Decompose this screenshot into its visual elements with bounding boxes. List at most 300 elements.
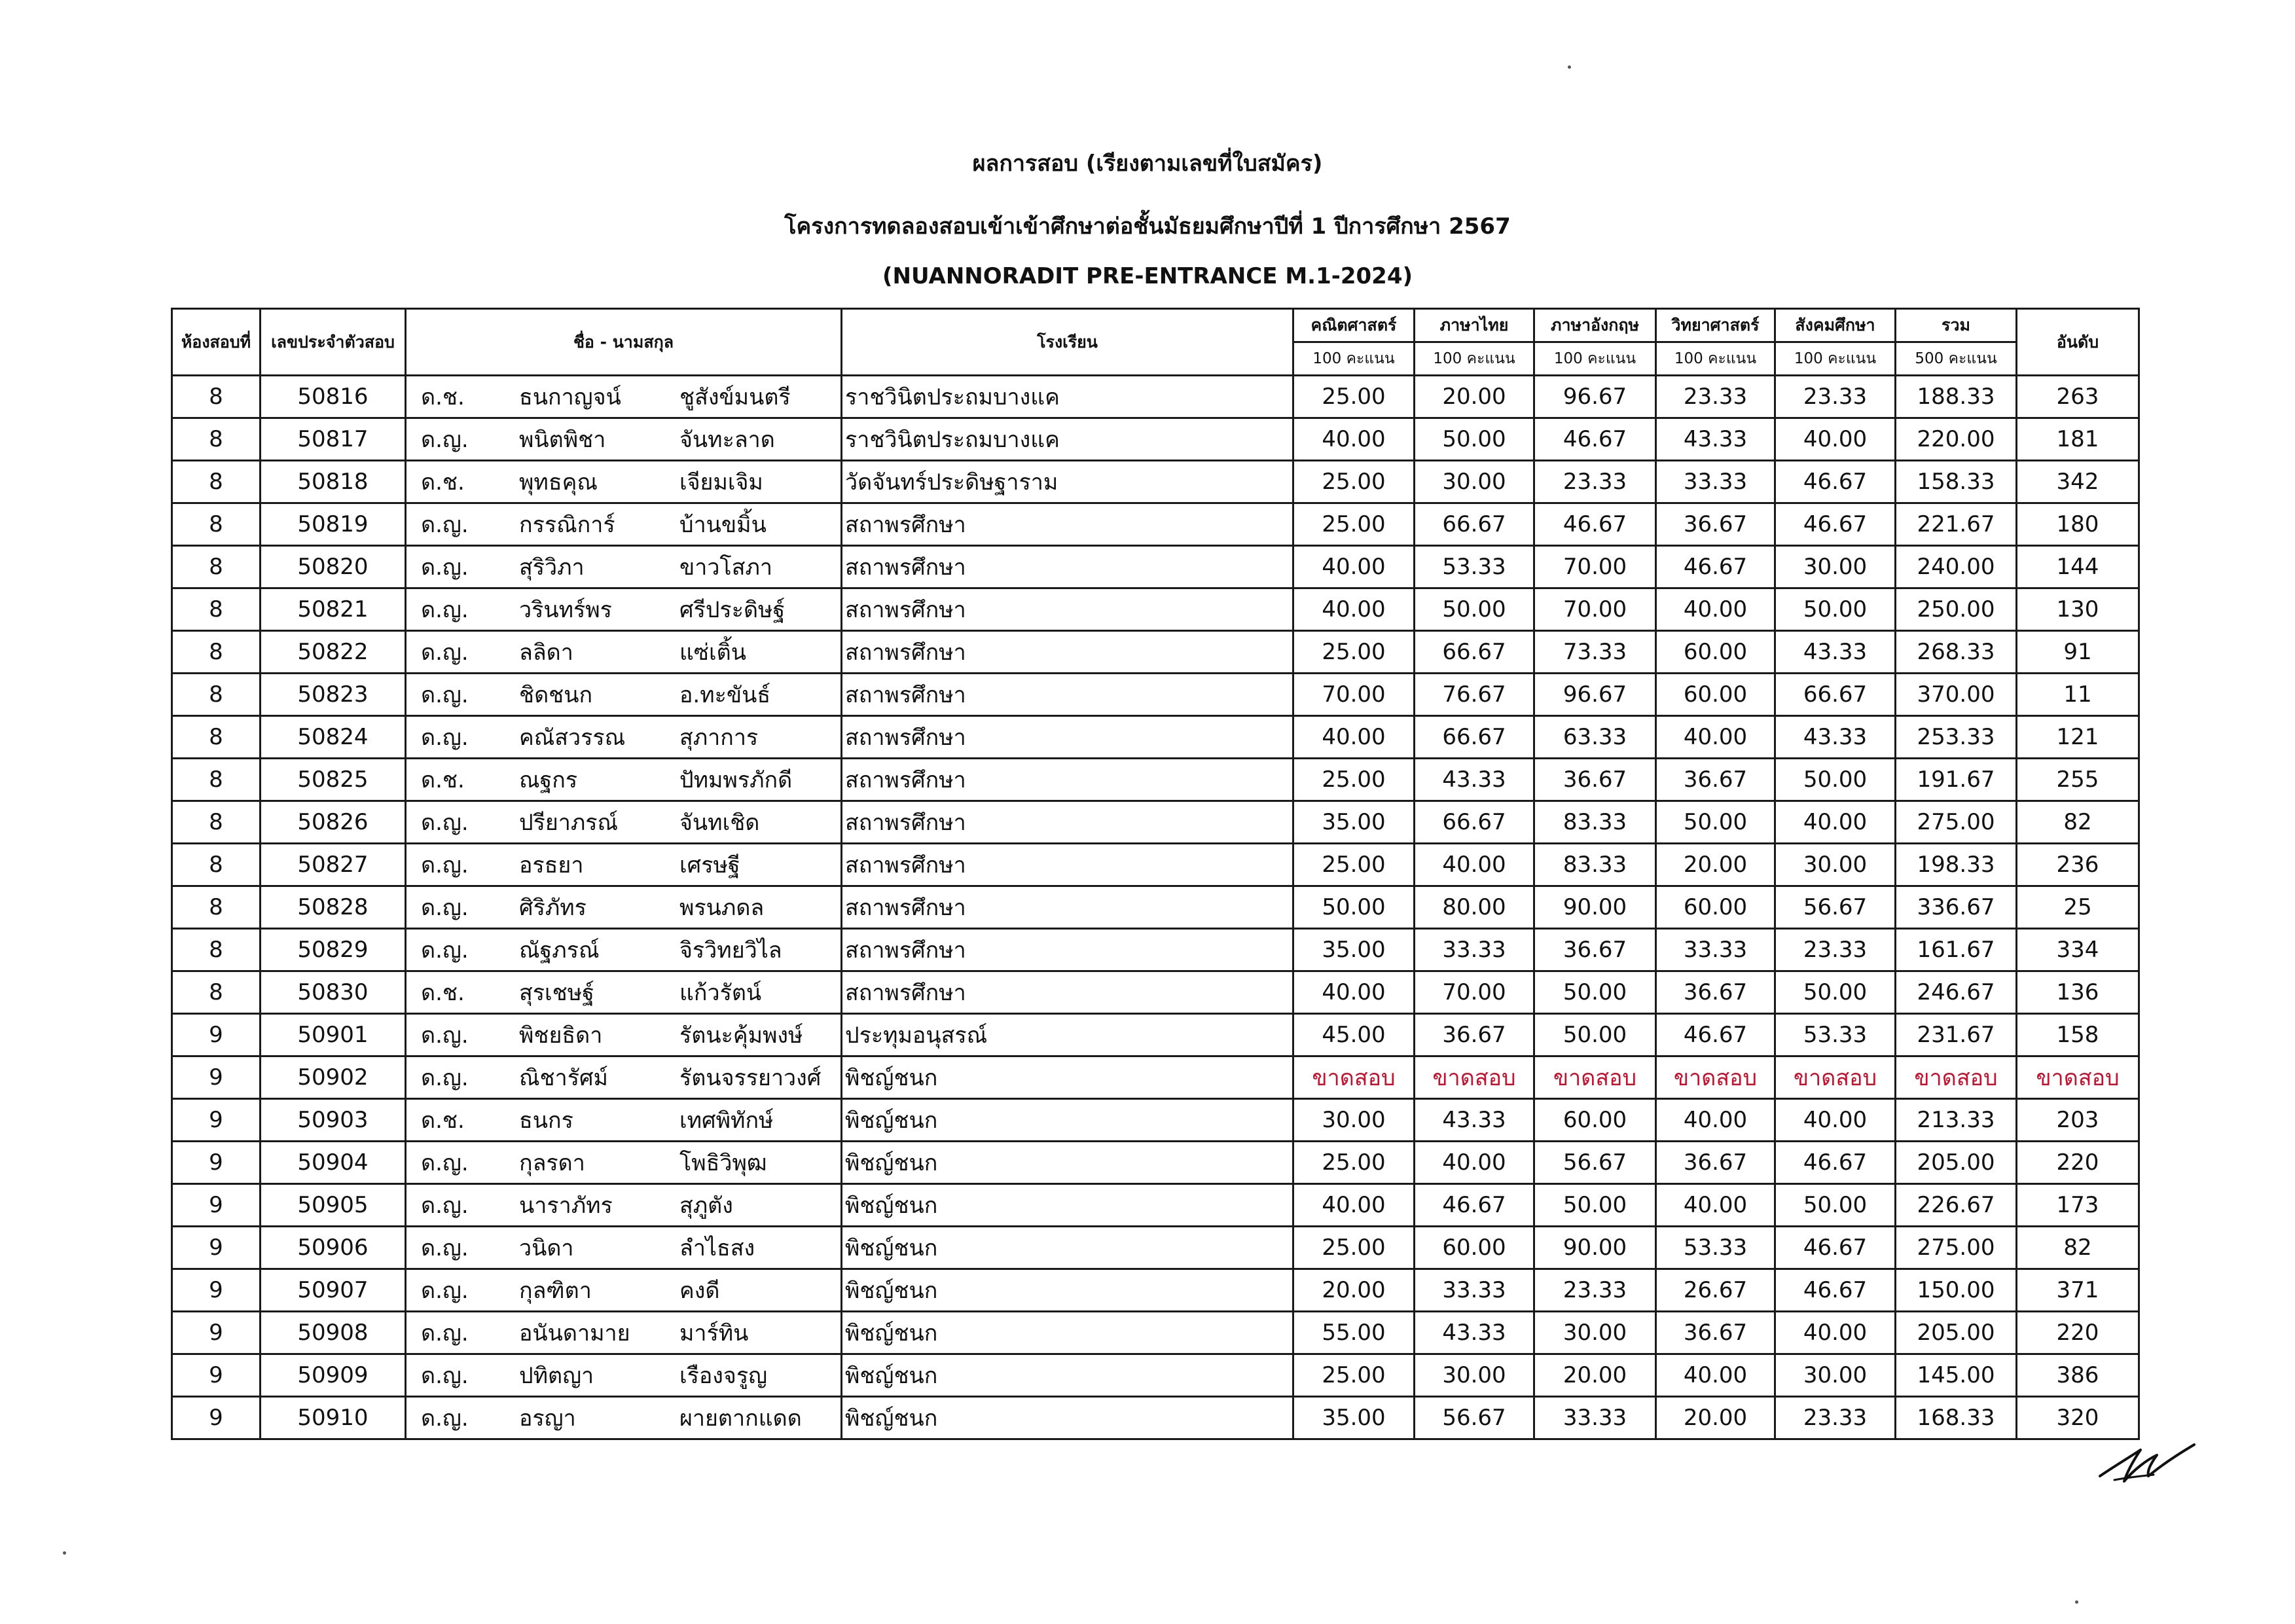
social-score-cell: 30.00 <box>1775 1354 1896 1397</box>
science-score-cell: 36.67 <box>1656 1312 1775 1354</box>
col-header-id: เลขประจำตัวสอบ <box>261 309 406 376</box>
science-score-cell: 26.67 <box>1656 1269 1775 1312</box>
first-name: ณัฐภรณ์ <box>519 937 600 964</box>
exam-id-cell: 50824 <box>261 716 406 759</box>
table-row <box>172 588 2139 631</box>
english-score-cell: 56.67 <box>1534 1142 1656 1184</box>
social-score-cell: 46.67 <box>1775 461 1896 503</box>
room-cell: 9 <box>172 1269 261 1312</box>
table-row <box>172 461 2139 503</box>
thai-score-cell: 43.33 <box>1415 759 1534 801</box>
name-prefix: ด.ช. <box>421 1108 465 1134</box>
rank-cell: 25 <box>2017 886 2139 929</box>
exam-id-cell: 50902 <box>261 1056 406 1099</box>
rank-cell: ขาดสอบ <box>2017 1056 2139 1099</box>
first-name: สุริวิภา <box>519 554 585 581</box>
english-score-cell: 46.67 <box>1534 418 1656 461</box>
exam-id-cell: 50827 <box>261 844 406 886</box>
rank-cell: 130 <box>2017 588 2139 631</box>
table-row <box>172 418 2139 461</box>
school-cell: สถาพรศึกษา <box>842 801 1293 844</box>
english-score-cell: 23.33 <box>1534 1269 1656 1312</box>
school-cell: พิชญ์ชนก <box>842 1142 1293 1184</box>
room-cell: 8 <box>172 886 261 929</box>
total-score-cell: 150.00 <box>1896 1269 2017 1312</box>
student-name-cell <box>406 418 842 461</box>
table-row <box>172 503 2139 546</box>
science-score-cell: 43.33 <box>1656 418 1775 461</box>
name-prefix: ด.ญ. <box>421 682 469 708</box>
science-score-cell: 36.67 <box>1656 971 1775 1014</box>
exam-id-cell: 50910 <box>261 1397 406 1439</box>
thai-score-cell: 30.00 <box>1415 461 1534 503</box>
school-cell: สถาพรศึกษา <box>842 929 1293 971</box>
science-score-cell: 50.00 <box>1656 801 1775 844</box>
first-name: วนิดา <box>519 1235 574 1261</box>
math-score-cell: 20.00 <box>1293 1269 1415 1312</box>
math-score-cell: 25.00 <box>1293 844 1415 886</box>
math-score-cell: 55.00 <box>1293 1312 1415 1354</box>
total-score-cell: 161.67 <box>1896 929 2017 971</box>
school-cell: พิชญ์ชนก <box>842 1099 1293 1142</box>
last-name: คงดี <box>679 1278 720 1304</box>
total-score-cell: 198.33 <box>1896 844 2017 886</box>
rank-cell: 82 <box>2017 1227 2139 1269</box>
math-score-cell: 40.00 <box>1293 418 1415 461</box>
table-row <box>172 546 2139 588</box>
total-score-cell: 205.00 <box>1896 1312 2017 1354</box>
science-score-cell: 20.00 <box>1656 844 1775 886</box>
name-prefix: ด.ญ. <box>421 640 469 666</box>
last-name: มาร์ทิน <box>679 1320 749 1346</box>
school-cell: ราชวินิตประถมบางแค <box>842 418 1293 461</box>
english-score-cell: 83.33 <box>1534 844 1656 886</box>
math-score-cell: 70.00 <box>1293 674 1415 716</box>
document-subtitle: โครงการทดลองสอบเข้าเข้าศึกษาต่อชั้นมัธยมศึกษาปีที่ 1 ปีการศึกษา 2567 <box>784 213 1511 240</box>
social-score-cell: 50.00 <box>1775 588 1896 631</box>
science-score-cell: 36.67 <box>1656 759 1775 801</box>
room-cell: 9 <box>172 1227 261 1269</box>
last-name: ขาวโสภา <box>679 554 772 581</box>
col-header-math: คณิตศาสตร์ <box>1293 309 1415 342</box>
rank-cell: 181 <box>2017 418 2139 461</box>
table-row <box>172 971 2139 1014</box>
social-score-cell: 23.33 <box>1775 929 1896 971</box>
table-row <box>172 716 2139 759</box>
table-row <box>172 886 2139 929</box>
science-score-cell: 40.00 <box>1656 1354 1775 1397</box>
table-row <box>172 376 2139 418</box>
name-prefix: ด.ญ. <box>421 852 469 878</box>
name-prefix: ด.ญ. <box>421 597 469 623</box>
math-score-cell: 25.00 <box>1293 759 1415 801</box>
first-name: ณิชารัศม์ <box>519 1065 608 1091</box>
school-cell: ประทุมอนุสรณ์ <box>842 1014 1293 1056</box>
document-title: ผลการสอบ (เรียงตามเลขที่ใบสมัคร) <box>972 151 1323 177</box>
school-cell: สถาพรศึกษา <box>842 844 1293 886</box>
exam-id-cell: 50908 <box>261 1312 406 1354</box>
name-prefix: ด.ญ. <box>421 725 469 751</box>
math-score-cell: 25.00 <box>1293 376 1415 418</box>
table-row <box>172 1184 2139 1227</box>
table-row <box>172 674 2139 716</box>
room-cell: 8 <box>172 503 261 546</box>
col-header-rank: อันดับ <box>2017 309 2139 376</box>
english-score-cell: 70.00 <box>1534 588 1656 631</box>
science-score-cell: 36.67 <box>1656 503 1775 546</box>
social-score-cell: 40.00 <box>1775 1312 1896 1354</box>
student-name-cell <box>406 1014 842 1056</box>
rank-cell: 203 <box>2017 1099 2139 1142</box>
social-score-cell: 40.00 <box>1775 801 1896 844</box>
thai-score-cell: 66.67 <box>1415 716 1534 759</box>
thai-score-cell: 46.67 <box>1415 1184 1534 1227</box>
last-name: อ.ทะขันธ์ <box>679 682 771 708</box>
exam-id-cell: 50901 <box>261 1014 406 1056</box>
name-prefix: ด.ญ. <box>421 512 469 538</box>
last-name: บ้านขมิ้น <box>679 512 767 538</box>
table-row <box>172 1099 2139 1142</box>
rank-cell: 173 <box>2017 1184 2139 1227</box>
total-score-cell: 336.67 <box>1896 886 2017 929</box>
math-score-cell: 25.00 <box>1293 1354 1415 1397</box>
total-score-cell: 220.00 <box>1896 418 2017 461</box>
student-name-cell <box>406 631 842 674</box>
english-score-cell: 83.33 <box>1534 801 1656 844</box>
first-name: พุทธคุณ <box>519 469 598 496</box>
name-prefix: ด.ญ. <box>421 427 469 453</box>
name-prefix: ด.ช. <box>421 980 465 1006</box>
total-score-cell: 275.00 <box>1896 1227 2017 1269</box>
room-cell: 8 <box>172 716 261 759</box>
room-cell: 8 <box>172 844 261 886</box>
results-table-body <box>172 376 2139 1439</box>
last-name: ลำไธสง <box>679 1235 755 1261</box>
english-score-cell: 90.00 <box>1534 1227 1656 1269</box>
school-cell: พิชญ์ชนก <box>842 1056 1293 1099</box>
english-score-cell: 23.33 <box>1534 461 1656 503</box>
first-name: ปทิตญา <box>519 1363 594 1389</box>
rank-cell: 220 <box>2017 1142 2139 1184</box>
last-name: จิรวิทยวิไล <box>679 937 782 964</box>
exam-id-cell: 50825 <box>261 759 406 801</box>
last-name: จันทะลาด <box>679 427 775 453</box>
table-row <box>172 1142 2139 1184</box>
english-score-cell: 36.67 <box>1534 929 1656 971</box>
first-name: ธนกร <box>519 1108 573 1134</box>
thai-score-cell: 76.67 <box>1415 674 1534 716</box>
last-name: โพธิวิพุฒ <box>679 1150 767 1176</box>
room-cell: 9 <box>172 1142 261 1184</box>
first-name: นาราภัทร <box>519 1193 613 1219</box>
scan-speck <box>63 1551 66 1555</box>
table-row <box>172 844 2139 886</box>
table-row <box>172 929 2139 971</box>
first-name: ศิริภัทร <box>519 895 587 921</box>
exam-id-cell: 50905 <box>261 1184 406 1227</box>
rank-cell: 255 <box>2017 759 2139 801</box>
total-score-cell: 268.33 <box>1896 631 2017 674</box>
english-score-cell: 50.00 <box>1534 1184 1656 1227</box>
school-cell: สถาพรศึกษา <box>842 716 1293 759</box>
max-score-total: 500 คะแนน <box>1896 342 2017 376</box>
math-score-cell: 30.00 <box>1293 1099 1415 1142</box>
exam-id-cell: 50816 <box>261 376 406 418</box>
name-prefix: ด.ญ. <box>421 895 469 921</box>
table-row <box>172 1014 2139 1056</box>
math-score-cell: 25.00 <box>1293 631 1415 674</box>
first-name: กุลฑิตา <box>519 1278 592 1304</box>
school-cell: พิชญ์ชนก <box>842 1354 1293 1397</box>
last-name: แก้วรัตน์ <box>679 980 762 1006</box>
total-score-cell: 226.67 <box>1896 1184 2017 1227</box>
room-cell: 8 <box>172 376 261 418</box>
first-name: อรธยา <box>519 852 584 878</box>
social-score-cell: 46.67 <box>1775 1227 1896 1269</box>
exam-id-cell: 50818 <box>261 461 406 503</box>
social-score-cell: 46.67 <box>1775 1142 1896 1184</box>
room-cell: 9 <box>172 1397 261 1439</box>
school-cell: สถาพรศึกษา <box>842 674 1293 716</box>
science-score-cell: 40.00 <box>1656 588 1775 631</box>
rank-cell: 144 <box>2017 546 2139 588</box>
math-score-cell: 35.00 <box>1293 1397 1415 1439</box>
student-name-cell <box>406 1312 842 1354</box>
table-row <box>172 631 2139 674</box>
student-name-cell <box>406 971 842 1014</box>
room-cell: 8 <box>172 631 261 674</box>
science-score-cell: 53.33 <box>1656 1227 1775 1269</box>
thai-score-cell: 56.67 <box>1415 1397 1534 1439</box>
math-score-cell: 25.00 <box>1293 461 1415 503</box>
first-name: สุรเชษฐ์ <box>519 980 594 1006</box>
rank-cell: 158 <box>2017 1014 2139 1056</box>
table-row <box>172 1269 2139 1312</box>
school-cell: สถาพรศึกษา <box>842 971 1293 1014</box>
total-score-cell: 221.67 <box>1896 503 2017 546</box>
first-name: วรินทร์พร <box>519 597 612 623</box>
room-cell: 8 <box>172 588 261 631</box>
name-prefix: ด.ญ. <box>421 1022 469 1049</box>
exam-id-cell: 50820 <box>261 546 406 588</box>
english-score-cell: 90.00 <box>1534 886 1656 929</box>
total-score-cell: 246.67 <box>1896 971 2017 1014</box>
student-name-cell <box>406 1056 842 1099</box>
rank-cell: 11 <box>2017 674 2139 716</box>
room-cell: 9 <box>172 1056 261 1099</box>
first-name: คณัสวรรณ <box>519 725 626 751</box>
room-cell: 8 <box>172 971 261 1014</box>
social-score-cell: 46.67 <box>1775 503 1896 546</box>
school-cell: พิชญ์ชนก <box>842 1312 1293 1354</box>
last-name: เทศพิทักษ์ <box>679 1108 774 1134</box>
total-score-cell: 370.00 <box>1896 674 2017 716</box>
room-cell: 9 <box>172 1099 261 1142</box>
col-header-name: ชื่อ - นามสกุล <box>406 309 842 376</box>
student-name-cell <box>406 1184 842 1227</box>
room-cell: 8 <box>172 759 261 801</box>
social-score-cell: 50.00 <box>1775 1184 1896 1227</box>
social-score-cell: 40.00 <box>1775 1099 1896 1142</box>
room-cell: 9 <box>172 1354 261 1397</box>
english-score-cell: 30.00 <box>1534 1312 1656 1354</box>
science-score-cell: 23.33 <box>1656 376 1775 418</box>
total-score-cell: 205.00 <box>1896 1142 2017 1184</box>
exam-id-cell: 50904 <box>261 1142 406 1184</box>
social-score-cell: 30.00 <box>1775 844 1896 886</box>
science-score-cell: 40.00 <box>1656 716 1775 759</box>
exam-id-cell: 50830 <box>261 971 406 1014</box>
math-score-cell: 40.00 <box>1293 1184 1415 1227</box>
thai-score-cell: 20.00 <box>1415 376 1534 418</box>
first-name: อรญา <box>519 1405 576 1432</box>
first-name: ชิดชนก <box>519 682 593 708</box>
science-score-cell: ขาดสอบ <box>1656 1056 1775 1099</box>
first-name: พิชยธิดา <box>519 1022 603 1049</box>
exam-id-cell: 50823 <box>261 674 406 716</box>
rank-cell: 82 <box>2017 801 2139 844</box>
math-score-cell: 45.00 <box>1293 1014 1415 1056</box>
science-score-cell: 46.67 <box>1656 1014 1775 1056</box>
last-name: ศรีประดิษฐ์ <box>679 597 786 623</box>
name-prefix: ด.ญ. <box>421 1065 469 1091</box>
room-cell: 8 <box>172 546 261 588</box>
rank-cell: 91 <box>2017 631 2139 674</box>
name-prefix: ด.ญ. <box>421 810 469 836</box>
total-score-cell: 213.33 <box>1896 1099 2017 1142</box>
total-score-cell: ขาดสอบ <box>1896 1056 2017 1099</box>
thai-score-cell: ขาดสอบ <box>1415 1056 1534 1099</box>
thai-score-cell: 30.00 <box>1415 1354 1534 1397</box>
table-row <box>172 1354 2139 1397</box>
school-cell: ราชวินิตประถมบางแค <box>842 376 1293 418</box>
thai-score-cell: 43.33 <box>1415 1099 1534 1142</box>
rank-cell: 386 <box>2017 1354 2139 1397</box>
student-name-cell <box>406 844 842 886</box>
total-score-cell: 168.33 <box>1896 1397 2017 1439</box>
table-row <box>172 1397 2139 1439</box>
school-cell: พิชญ์ชนก <box>842 1269 1293 1312</box>
thai-score-cell: 70.00 <box>1415 971 1534 1014</box>
social-score-cell: 46.67 <box>1775 1269 1896 1312</box>
english-score-cell: 73.33 <box>1534 631 1656 674</box>
max-score-english: 100 คะแนน <box>1534 342 1656 376</box>
school-cell: สถาพรศึกษา <box>842 886 1293 929</box>
name-prefix: ด.ญ. <box>421 1363 469 1389</box>
name-prefix: ด.ญ. <box>421 1320 469 1346</box>
total-score-cell: 231.67 <box>1896 1014 2017 1056</box>
school-cell: พิชญ์ชนก <box>842 1184 1293 1227</box>
first-name: ปรียาภรณ์ <box>519 810 619 836</box>
student-name-cell <box>406 1227 842 1269</box>
science-score-cell: 46.67 <box>1656 546 1775 588</box>
total-score-cell: 250.00 <box>1896 588 2017 631</box>
science-score-cell: 60.00 <box>1656 886 1775 929</box>
last-name: สุภูตัง <box>679 1193 733 1219</box>
science-score-cell: 60.00 <box>1656 631 1775 674</box>
student-name-cell <box>406 801 842 844</box>
social-score-cell: ขาดสอบ <box>1775 1056 1896 1099</box>
max-score-science: 100 คะแนน <box>1656 342 1775 376</box>
room-cell: 8 <box>172 418 261 461</box>
exam-id-cell: 50907 <box>261 1269 406 1312</box>
col-header-science: วิทยาศาสตร์ <box>1656 309 1775 342</box>
room-cell: 9 <box>172 1312 261 1354</box>
exam-id-cell: 50906 <box>261 1227 406 1269</box>
col-header-total: รวม <box>1896 309 2017 342</box>
last-name: รัตนะคุ้มพงษ์ <box>679 1022 803 1049</box>
social-score-cell: 43.33 <box>1775 716 1896 759</box>
thai-score-cell: 66.67 <box>1415 801 1534 844</box>
last-name: เจียมเจิม <box>679 469 763 496</box>
science-score-cell: 40.00 <box>1656 1099 1775 1142</box>
table-row <box>172 1227 2139 1269</box>
math-score-cell: ขาดสอบ <box>1293 1056 1415 1099</box>
social-score-cell: 23.33 <box>1775 1397 1896 1439</box>
student-name-cell <box>406 1354 842 1397</box>
thai-score-cell: 40.00 <box>1415 844 1534 886</box>
math-score-cell: 35.00 <box>1293 929 1415 971</box>
rank-cell: 342 <box>2017 461 2139 503</box>
total-score-cell: 158.33 <box>1896 461 2017 503</box>
rank-cell: 121 <box>2017 716 2139 759</box>
col-header-room: ห้องสอบที่ <box>172 309 261 376</box>
student-name-cell <box>406 1142 842 1184</box>
first-name: ณฐกร <box>519 767 578 793</box>
exam-id-cell: 50822 <box>261 631 406 674</box>
signature-mark <box>2095 1430 2199 1489</box>
science-score-cell: 20.00 <box>1656 1397 1775 1439</box>
last-name: ชูสังข์มนตรี <box>679 384 791 410</box>
thai-score-cell: 33.33 <box>1415 929 1534 971</box>
school-cell: สถาพรศึกษา <box>842 759 1293 801</box>
room-cell: 9 <box>172 1184 261 1227</box>
english-score-cell: 96.67 <box>1534 376 1656 418</box>
social-score-cell: 23.33 <box>1775 376 1896 418</box>
total-score-cell: 145.00 <box>1896 1354 2017 1397</box>
thai-score-cell: 60.00 <box>1415 1227 1534 1269</box>
exam-id-cell: 50826 <box>261 801 406 844</box>
school-cell: สถาพรศึกษา <box>842 631 1293 674</box>
document-program-name: (NUANNORADIT PRE-ENTRANCE M.1-2024) <box>882 263 1413 289</box>
thai-score-cell: 66.67 <box>1415 503 1534 546</box>
table-header-row <box>172 309 2139 342</box>
rank-cell: 371 <box>2017 1269 2139 1312</box>
table-row <box>172 1312 2139 1354</box>
school-cell: สถาพรศึกษา <box>842 588 1293 631</box>
total-score-cell: 240.00 <box>1896 546 2017 588</box>
math-score-cell: 35.00 <box>1293 801 1415 844</box>
rank-cell: 220 <box>2017 1312 2139 1354</box>
table-row <box>172 1056 2139 1099</box>
student-name-cell <box>406 461 842 503</box>
social-score-cell: 30.00 <box>1775 546 1896 588</box>
science-score-cell: 40.00 <box>1656 1184 1775 1227</box>
room-cell: 9 <box>172 1014 261 1056</box>
english-score-cell: 20.00 <box>1534 1354 1656 1397</box>
total-score-cell: 191.67 <box>1896 759 2017 801</box>
name-prefix: ด.ช. <box>421 384 465 410</box>
student-name-cell <box>406 1269 842 1312</box>
first-name: กุลรดา <box>519 1150 585 1176</box>
name-prefix: ด.ญ. <box>421 1193 469 1219</box>
table-row <box>172 801 2139 844</box>
thai-score-cell: 66.67 <box>1415 631 1534 674</box>
last-name: จันทเชิด <box>679 810 760 836</box>
thai-score-cell: 50.00 <box>1415 588 1534 631</box>
social-score-cell: 56.67 <box>1775 886 1896 929</box>
name-prefix: ด.ญ. <box>421 937 469 964</box>
